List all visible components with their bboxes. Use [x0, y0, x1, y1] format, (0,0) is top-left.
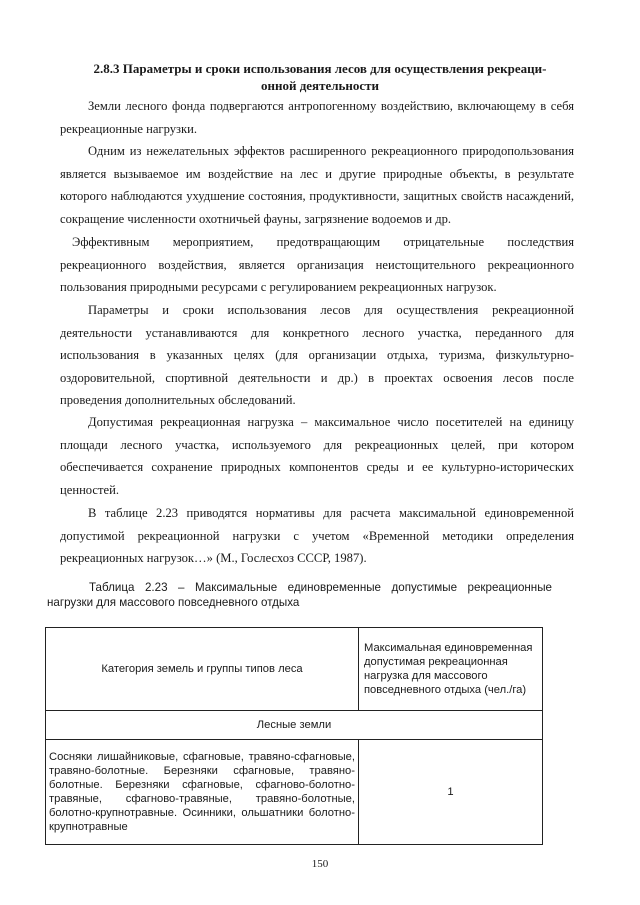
paragraph-2: Одним из нежелательных эффектов расширенного рекреационного природопользования является вызываемое им воздействие на лес и другие природные объекты, в результате которого наблюдаются ухудшение состояния, продуктивности, защитных свойств насаждений, сокращение численности охотничьей фауны, загрязнение водоемов и др. — [60, 144, 574, 226]
paragraph-5: Допустимая рекреационная нагрузка – максимальное число посетителей на единицу площади лесного участка, используемого для рекреационных целей, при котором обеспечивается сохранение природных компонентов среды и ее культурно-исторических ценностей. — [60, 415, 574, 497]
paragraph-4: Параметры и сроки использования лесов для осуществления рекреационной деятельности устанавливаются для конкретного лесного участка, переданного для использования в указанных целях (для организации отдыха, туризма, физкультурно-оздоровительной, спортивной деятельности и др.) в проектах освоения лесов после проведения дополнительных обследований. — [60, 303, 574, 408]
section-heading — [60, 60, 580, 94]
norms-table — [45, 627, 543, 845]
paragraph-6: В таблице 2.23 приводятся нормативы для расчета максимальной единовременной допустимой рекреационной нагрузки с учетом «Временной методики определения рекреационных нагрузок…» (М., Гослесхоз СССР, 1987). — [60, 506, 574, 566]
paragraph-3: Эффективным мероприятием, предотвращающим отрицательные последствия рекреационного воздействия, является организация неистощительного рекреационного пользования природными ресурсами с регулированием рекреационных нагрузок. — [60, 235, 574, 295]
table-group-row — [46, 711, 543, 740]
group-label-cell: Лесные земли — [46, 711, 543, 740]
section-heading-line-2: онной деятельности — [260, 78, 380, 93]
table-row — [46, 740, 543, 845]
table-caption: Таблица 2.23 – Максимальные единовременные допустимые рекреационные нагрузки для массового повседневного отдыха — [47, 581, 552, 609]
header-category-cell: Категория земель и группы типов леса — [46, 628, 359, 711]
forest-types-cell: Сосняки лишайниковые, сфагновые, травяно-сфагновые, травяно-болотные. Березняки сфагновые, травяно-болотные. Березняки сфагновые, сфагново-болотно-травяные, сфагново-травяные, травяно-болотные, болотно-крупнотравные. Осинники, ольшатники болотно-крупнотравные — [46, 740, 359, 845]
section-heading-line-1: 2.8.3 Параметры и сроки использования лесов для осуществления рекреаци- — [93, 61, 547, 76]
paragraph-1: Земли лесного фонда подвергаются антропогенному воздействию, включающему в себя рекреационные нагрузки. — [60, 99, 574, 136]
header-value-cell: Максимальная единовременная допустимая рекреационная нагрузка для массового повседневного отдыха (чел./га) — [359, 628, 543, 711]
page-number: 150 — [311, 858, 329, 870]
table-header-row — [46, 628, 543, 711]
load-value-cell: 1 — [359, 740, 543, 845]
